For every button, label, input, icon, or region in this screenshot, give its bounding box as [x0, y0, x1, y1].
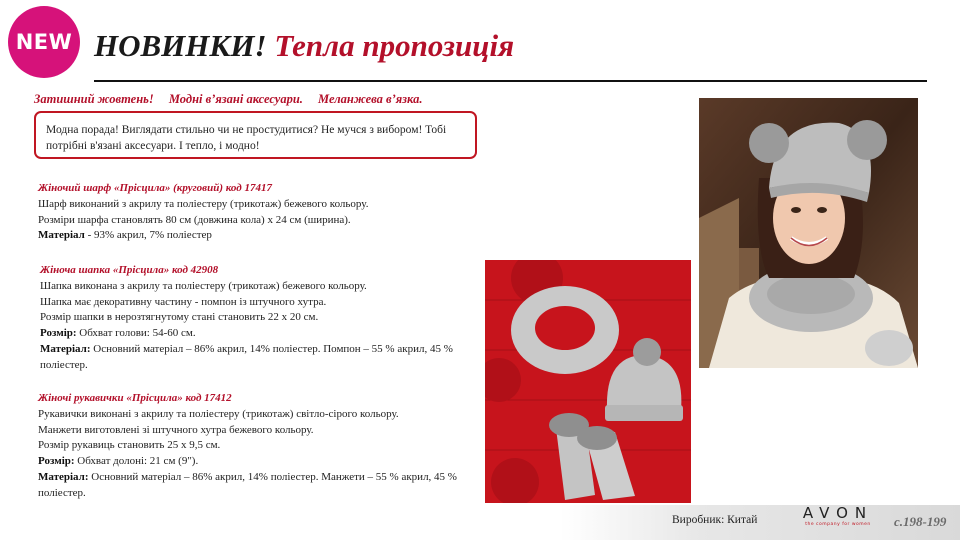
product-scarf-title: Жіночий шарф «Прісцила» (круговий) код 17417 — [38, 182, 272, 194]
manufacturer-note: Виробник: Китай — [672, 514, 758, 526]
product-gloves-title: Жіночі рукавички «Прісцила» код 17412 — [38, 392, 232, 404]
page-reference: с.198-199 — [894, 514, 947, 529]
material-label: Матеріал: — [40, 342, 91, 355]
subheading-item-2: Модні в’язані аксесуари. — [168, 92, 303, 106]
avon-logo-tagline: the company for women — [805, 522, 871, 527]
product-scarf-desc-1: Шарф виконаний з акрилу та поліестеру (трикотаж) бежевого кольору. — [38, 197, 369, 210]
material-value: Основний матеріал – 86% акрил, 14% поліестер. Помпон – 55 % акрил, 45 % поліестер. — [40, 342, 453, 371]
size-label: Розмір: — [40, 327, 77, 340]
avon-logo-word: AVON — [802, 504, 874, 522]
material-value: Основний матеріал – 86% акрил, 14% поліестер. Манжети – 55 % акрил, 45 % поліестер. — [38, 470, 457, 499]
product-gloves-size — [38, 454, 478, 470]
product-hat-desc-3: Розмір шапки в нерозтягнутому стані становить 22 x 20 см. — [40, 311, 319, 324]
subheading-item-3: Меланжева в’язка. — [318, 92, 423, 106]
header-divider — [94, 80, 927, 82]
fashion-tip-text: Модна порада! Виглядати стильно чи не простудитися? Не мучся з вибором! Тобі потрібні в'язані аксесуари. І тепло, і модно! — [46, 124, 447, 152]
product-hat — [40, 263, 470, 374]
product-scarf — [38, 181, 478, 244]
product-scarf-desc-2: Розміри шарфа становлять 80 см (довжина кола) x 24 см (ширина). — [38, 213, 351, 226]
material-label: Матеріал — [38, 229, 85, 242]
page-title-main: НОВИНКИ! — [94, 28, 267, 63]
subheading — [34, 92, 434, 107]
product-gloves-desc-2: Манжети виготовлені зі штучного хутра бежевого кольору. — [38, 423, 314, 436]
product-hat-title: Жіноча шапка «Прісцила» код 42908 — [40, 264, 219, 276]
avon-logo — [790, 504, 886, 534]
products-photo — [485, 260, 691, 503]
product-gloves — [38, 391, 478, 502]
product-hat-size — [40, 326, 470, 342]
new-badge-text: NEW — [15, 30, 73, 54]
material-label: Матеріал: — [38, 470, 89, 483]
product-gloves-material — [38, 470, 478, 502]
page-title-sub: Тепла пропозиція — [274, 28, 515, 63]
product-hat-desc-1: Шапка виконана з акрилу та поліестеру (трикотаж) бежевого кольору. — [40, 279, 367, 292]
product-gloves-desc-1: Рукавички виконані з акрилу та поліестеру (трикотаж) світло-сірого кольору. — [38, 407, 399, 420]
size-value: Обхват голови: 54-60 см. — [76, 327, 196, 340]
product-gloves-desc-3: Розмір рукавиць становить 25 x 9,5 см. — [38, 439, 221, 452]
size-value: Обхват долоні: 21 см (9"). — [74, 455, 199, 468]
fashion-tip-box — [34, 111, 477, 159]
subheading-item-1: Затишний жовтень! — [34, 92, 154, 106]
new-badge — [8, 6, 80, 78]
product-hat-material — [40, 342, 470, 374]
model-photo — [699, 98, 918, 368]
material-value: - 93% акрил, 7% поліестер — [84, 229, 212, 242]
product-scarf-material — [38, 228, 478, 244]
page-title — [94, 30, 514, 61]
product-hat-desc-2: Шапка має декоративну частину - помпон із штучного хутра. — [40, 295, 327, 308]
size-label: Розмір: — [38, 455, 75, 468]
